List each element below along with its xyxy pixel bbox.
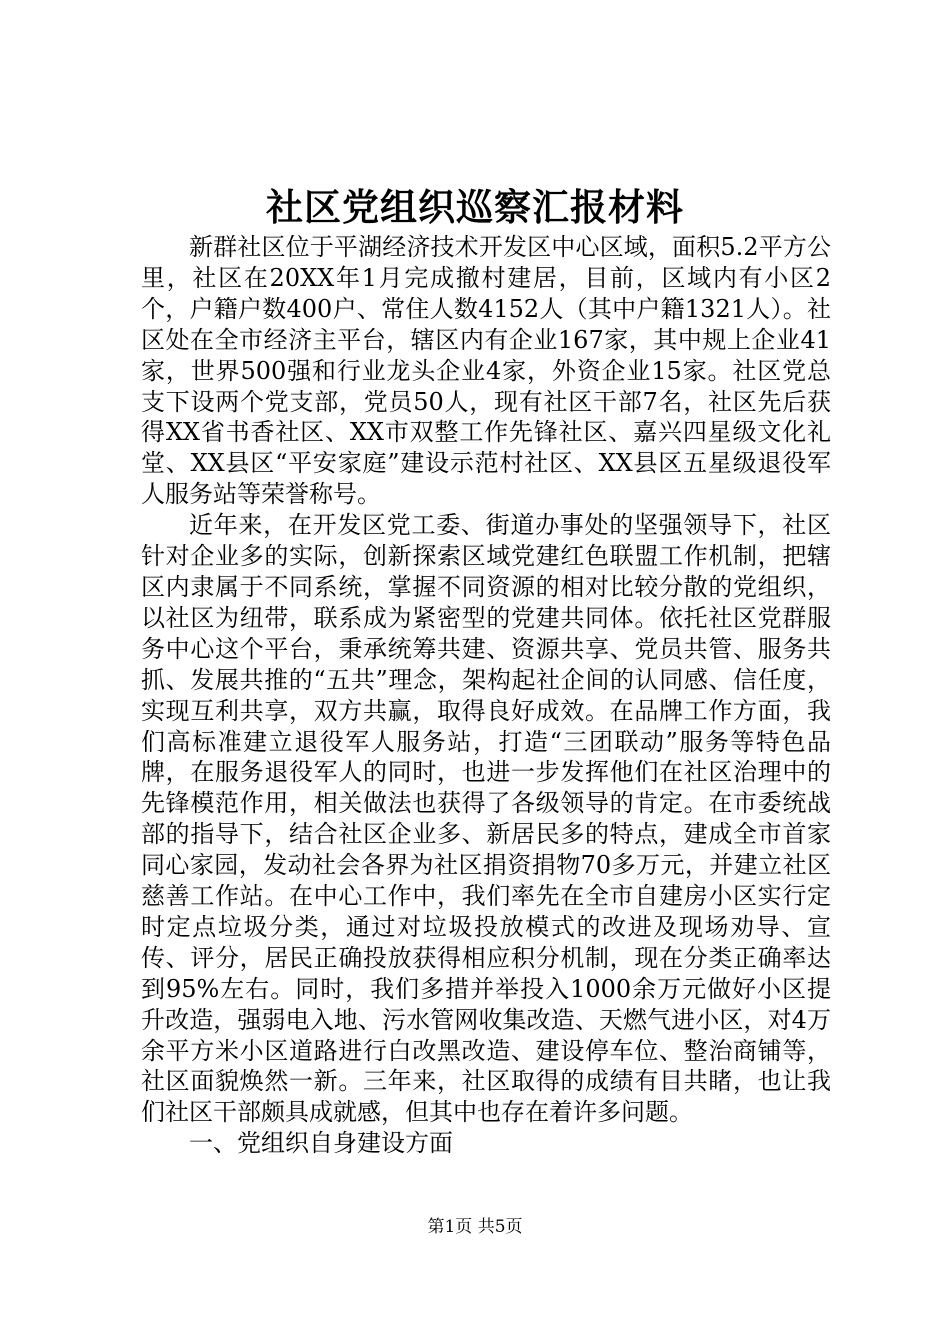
paragraph-community-overview: 新群社区位于平湖经济技术开发区中心区域，面积5.2平方公里，社区在20XX年1月完成撤村建居，目前，区域内有小区2个，户籍户数400户、常住人数4152人（其中户籍1321人）。社区处在全市经济主平台，辖区内有企业167家，其中规上企业41家，世界500强和行业龙头企业4家，外资企业15家。社区党总支下设两个党支部，党员50人，现有社区干部7名，社区先后获得XX省书香社区、XX市双整工作先锋社区、嘉兴四星级文化礼堂、XX县区“平安家庭”建设示范村社区、XX县区五星级退役军人服务站等荣誉称号。 (141, 233, 831, 509)
section-heading: 一、党组织自身建设方面 (189, 1129, 453, 1158)
document-body (141, 232, 831, 1159)
paragraph-recent-work: 近年来，在开发区党工委、街道办事处的坚强领导下，社区针对企业多的实际，创新探索区域党建红色联盟工作机制，把辖区内隶属于不同系统，掌握不同资源的相对比较分散的党组织，以社区为纽带，联系成为紧密型的党建共同体。依托社区党群服务中心这个平台，秉承统筹共建、资源共享、党员共管、服务共抓、发展共推的“五共”理念，架构起社企间的认同感、信任度，实现互利共享，双方共赢，取得良好成效。在品牌工作方面，我们高标准建立退役军人服务站，打造“三团联动”服务等特色品牌，在服务退役军人的同时，也进一步发挥他们在社区治理中的先锋模范作用，相关做法也获得了各级领导的肯定。在市委统战部的指导下，结合社区企业多、新居民多的特点，建成全市首家同心家园，发动社会各界为社区捐资捐物70多万元，并建立社区慈善工作站。在中心工作中，我们率先在全市自建房小区实行定时定点垃圾分类，通过对垃圾投放模式的改进及现场劝导、宣传、评分，居民正确投放获得相应积分机制，现在分类正确率达到95%左右。同时，我们多措并举投入1000余万元做好小区提升改造，强弱电入地、污水管网收集改造、天燃气进小区，对4万余平方米小区道路进行白改黑改造、建设停车位、整治商铺等，社区面貌焕然一新。三年来，社区取得的成绩有目共睹，也让我们社区干部颇具成就感，但其中也存在着许多问题。 (141, 511, 831, 1127)
page-number-footer: 第1页 共5页 (427, 1217, 523, 1237)
document-title: 社区党组织巡察汇报材料 (266, 185, 684, 229)
